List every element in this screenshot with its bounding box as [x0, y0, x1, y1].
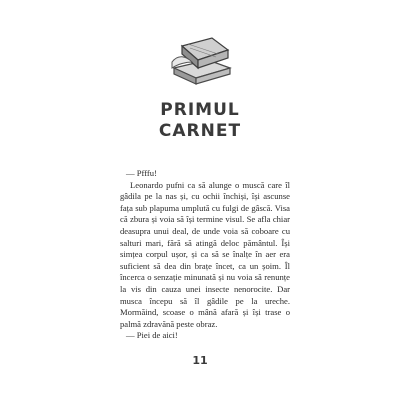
paragraph: — Pfffu!	[126, 168, 157, 178]
paragraph: — Piei de aici!	[126, 330, 178, 341]
page-number: 11	[192, 354, 208, 367]
paragraph: Leonardo pufni ca să alunge o muscă care îl gâdila pe la nas și, cu ochii închiși, își ascunse fața sub plapuma umplută cu fulgi de gâscă. Visa că zbura și voia să își termine visul. Se afla chiar deasupra unui deal, de unde voia să coboare cu salturi mari, fără să atingă deloc pământul. Își simțea corpul ușor, și ca să se înalțe în aer era suficient să dea din brațe încet, ca un șoim. Îl încerca o senzație minunată și nu voia să renunțe la vis din cauza unei insecte nenorocite. Dar musca începu să îl gâdile pe la ureche. Mormăind, scoase o mână afară și își trase o palmă zdravănă peste obraz.	[120, 179, 290, 329]
chapter-body	[120, 168, 290, 342]
chapter-title-line-2: CARNET	[158, 121, 242, 141]
chapter-title-line-1: PRIMUL	[160, 100, 240, 120]
notebooks-icon	[168, 28, 236, 90]
